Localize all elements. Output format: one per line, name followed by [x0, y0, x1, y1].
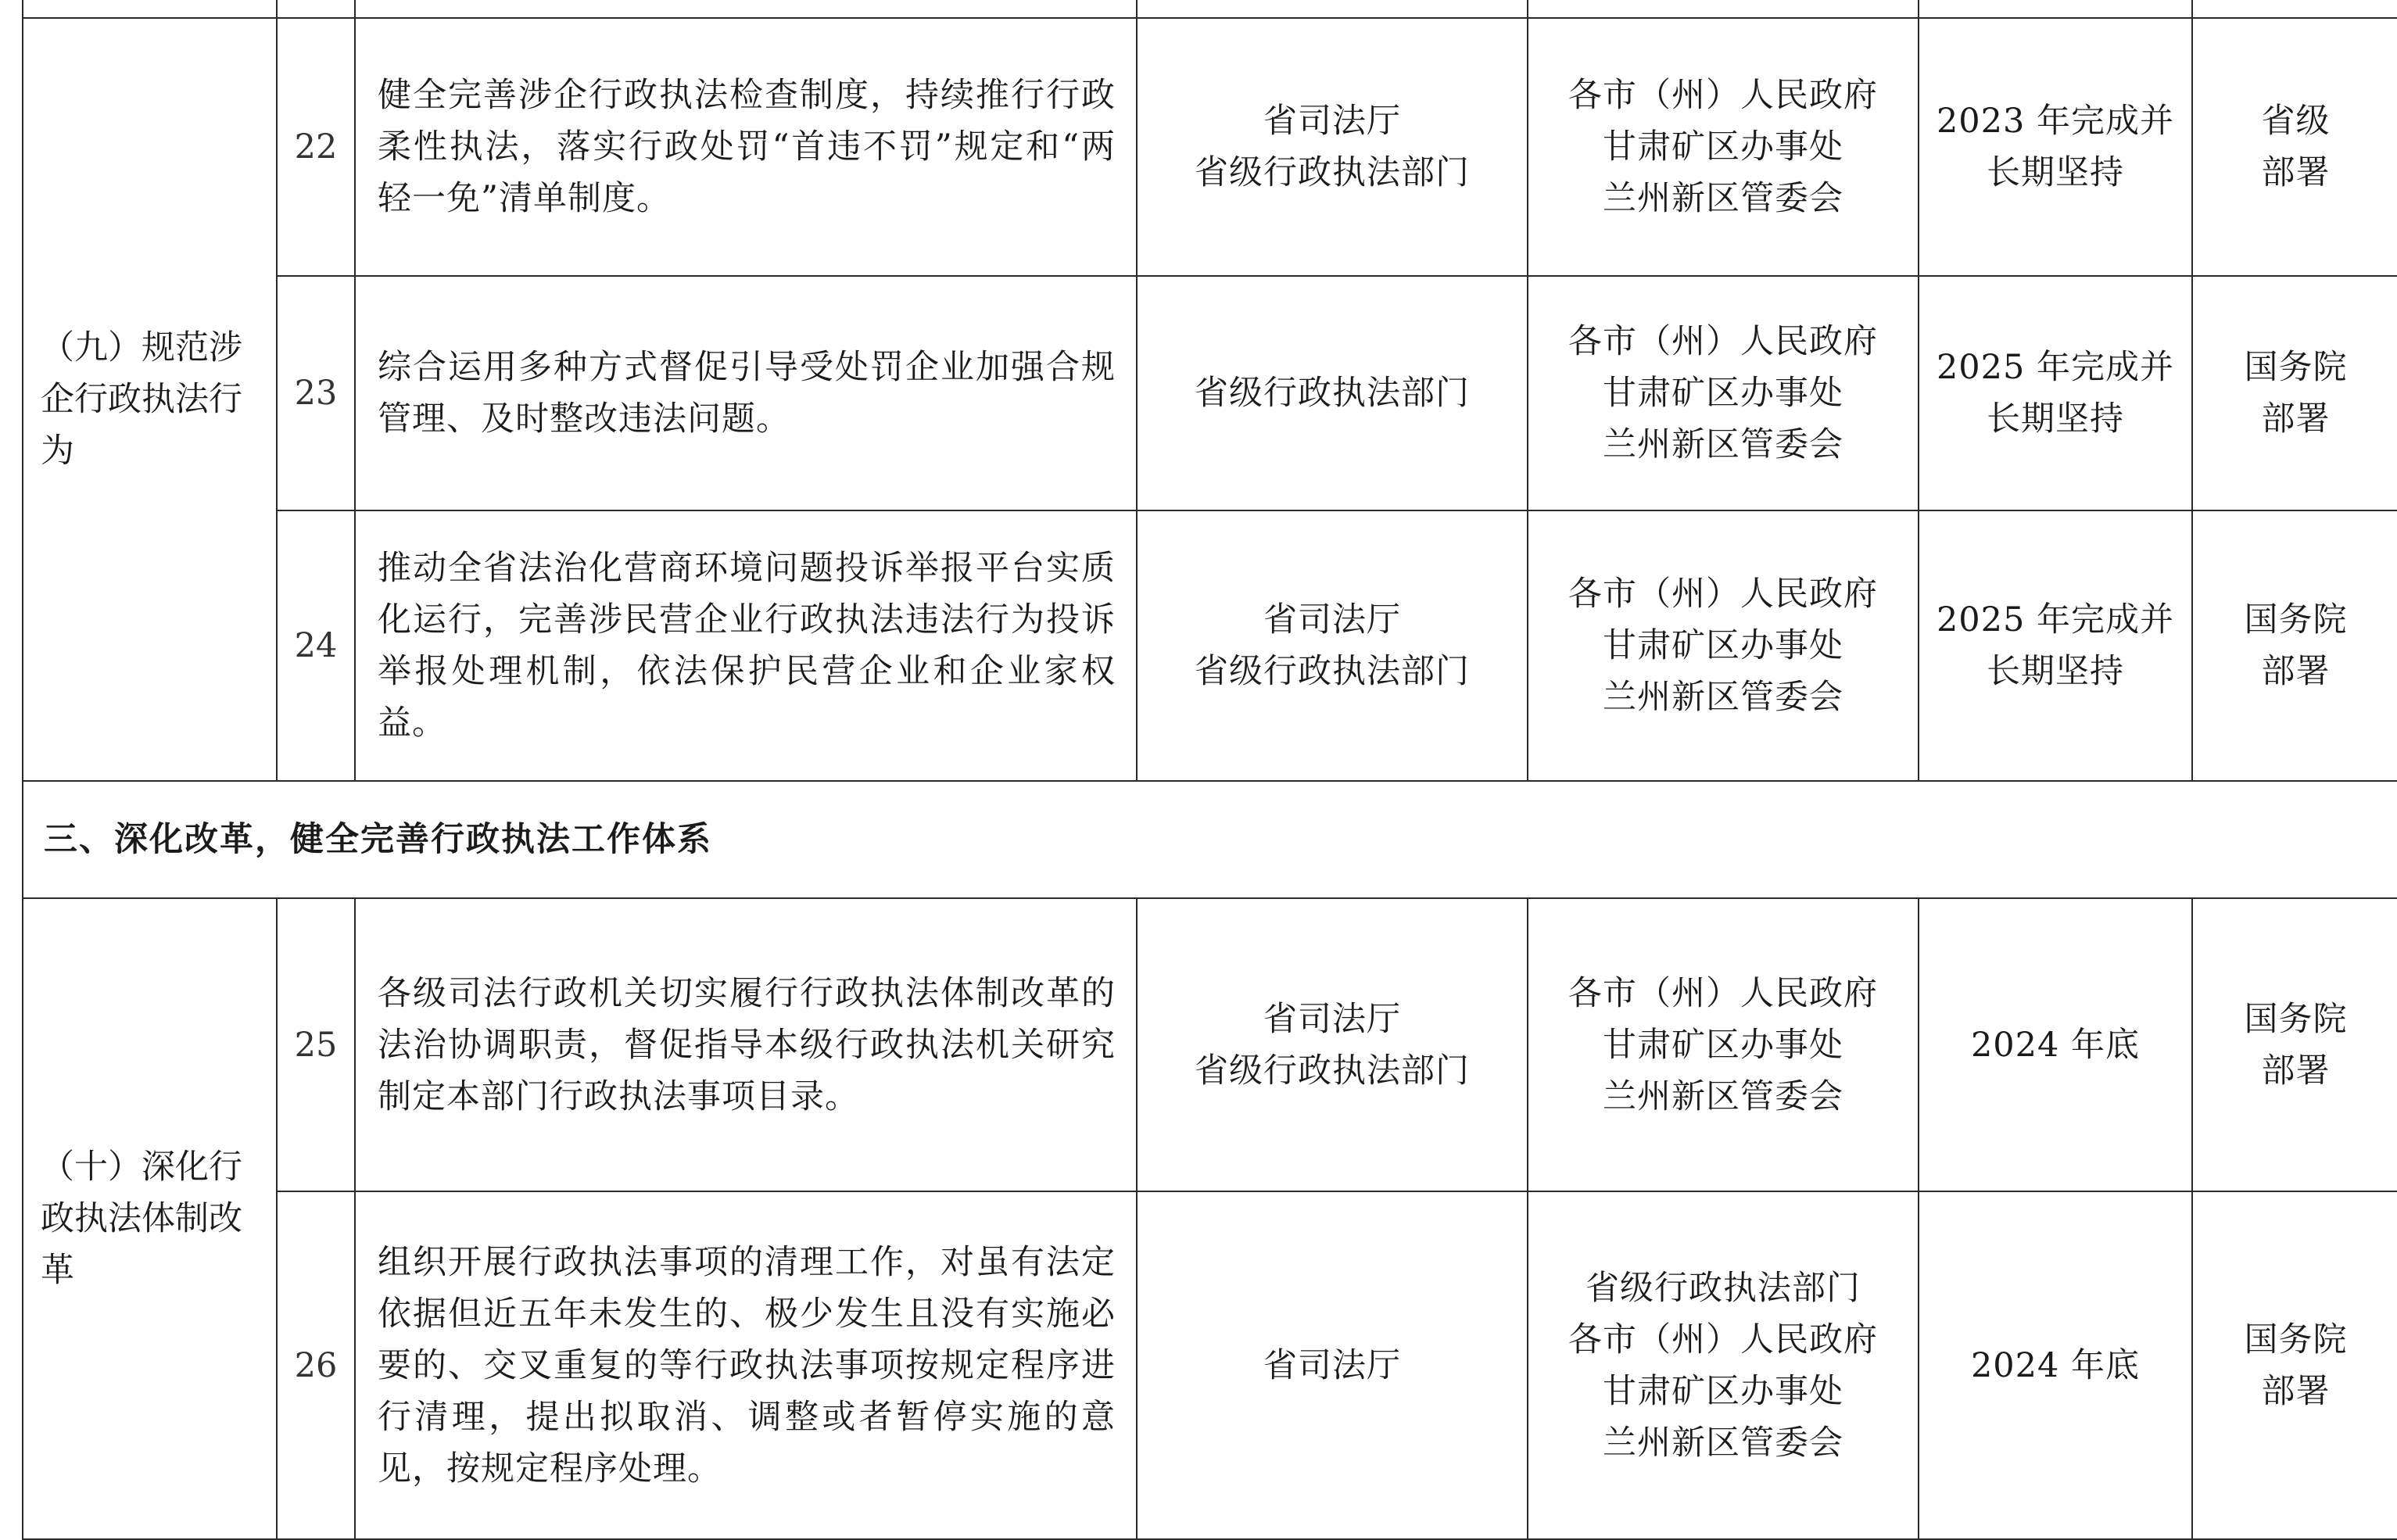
table-row	[23, 898, 2397, 1191]
deadline-cell	[1919, 18, 2192, 276]
lead-unit: 省级行政执法部门	[1195, 153, 1470, 192]
table-cell	[1528, 0, 1919, 18]
deadline-cell	[1919, 898, 2192, 1191]
table-cell	[1137, 0, 1528, 18]
table-row-top-partial	[23, 0, 2397, 18]
lead-unit: 省级行政执法部门	[1195, 652, 1470, 691]
basis: 省级	[2261, 102, 2331, 141]
cooperating-unit: 各市（州）人民政府	[1568, 575, 1878, 614]
lead-unit: 省司法厅	[1263, 1345, 1401, 1385]
deadline-cell	[1919, 510, 2192, 781]
table-row	[23, 1191, 2397, 1539]
deadline: 长期坚持	[1987, 399, 2124, 439]
cooperating-unit: 兰州新区管委会	[1603, 678, 1843, 717]
basis: 国务院	[2244, 600, 2348, 639]
basis: 部署	[2261, 652, 2331, 691]
cooperating-unit: 甘肃矿区办事处	[1603, 1025, 1843, 1065]
basis: 国务院	[2244, 348, 2348, 387]
cooperating-unit: 各市（州）人民政府	[1568, 76, 1878, 115]
deadline: 2025 年完成并	[1936, 348, 2175, 387]
table-row	[23, 18, 2397, 276]
cooperating-unit: 兰州新区管委会	[1603, 425, 1843, 464]
task-description: 综合运用多种方式督促引导受处罚企业加强合规管理、及时整改违法问题。	[355, 276, 1137, 510]
basis-cell	[2192, 276, 2397, 510]
cooperating-unit: 省级行政执法部门	[1585, 1268, 1861, 1308]
deadline: 长期坚持	[1987, 652, 2124, 691]
basis-cell	[2192, 510, 2397, 781]
basis-cell	[2192, 1191, 2397, 1539]
lead-unit-cell	[1137, 276, 1528, 510]
task-table	[22, 0, 2397, 1540]
basis: 部署	[2261, 399, 2331, 439]
lead-unit: 省司法厅	[1263, 999, 1401, 1039]
basis-cell	[2192, 898, 2397, 1191]
cooperating-unit: 兰州新区管委会	[1603, 179, 1843, 218]
category-label: （九）规范涉企行政执法行为	[41, 328, 242, 471]
lead-unit: 省司法厅	[1263, 600, 1401, 639]
deadline-cell	[1919, 1191, 2192, 1539]
section-row	[23, 781, 2397, 898]
basis: 部署	[2261, 1371, 2331, 1411]
lead-unit-cell	[1137, 18, 1528, 276]
deadline: 2024 年底	[1970, 1025, 2141, 1065]
table-row	[23, 510, 2397, 781]
task-description: 各级司法行政机关切实履行行政执法体制改革的法治协调职责，督促指导本级行政执法机关研究制定本部门行政执法事项目录。	[355, 898, 1137, 1191]
cooperating-unit: 各市（州）人民政府	[1568, 1320, 1878, 1359]
table-cell	[23, 0, 277, 18]
cooperating-unit-cell	[1528, 276, 1919, 510]
cooperating-unit-cell	[1528, 18, 1919, 276]
table-row	[23, 276, 2397, 510]
row-number: 25	[277, 898, 355, 1191]
deadline: 2025 年完成并	[1936, 600, 2175, 639]
row-number: 24	[277, 510, 355, 781]
table-cell	[2192, 0, 2397, 18]
row-number: 26	[277, 1191, 355, 1539]
cooperating-unit-cell	[1528, 898, 1919, 1191]
cooperating-unit-cell	[1528, 1191, 1919, 1539]
deadline: 2023 年完成并	[1936, 102, 2175, 141]
cooperating-unit: 甘肃矿区办事处	[1603, 626, 1843, 665]
cooperating-unit: 兰州新区管委会	[1603, 1423, 1843, 1463]
table-cell	[1919, 0, 2192, 18]
cooperating-unit: 甘肃矿区办事处	[1603, 374, 1843, 413]
deadline: 长期坚持	[1987, 153, 2124, 192]
deadline-cell	[1919, 276, 2192, 510]
lead-unit: 省级行政执法部门	[1195, 1051, 1470, 1091]
table-cell	[355, 0, 1137, 18]
lead-unit: 省级行政执法部门	[1195, 374, 1470, 413]
category-cell	[23, 898, 277, 1539]
task-description: 推动全省法治化营商环境问题投诉举报平台实质化运行，完善涉民营企业行政执法违法行为投诉举报处理机制，依法保护民营企业和企业家权益。	[355, 510, 1137, 781]
cooperating-unit: 甘肃矿区办事处	[1603, 1371, 1843, 1411]
cooperating-unit-cell	[1528, 510, 1919, 781]
lead-unit: 省司法厅	[1263, 102, 1401, 141]
basis-cell	[2192, 18, 2397, 276]
lead-unit-cell	[1137, 510, 1528, 781]
basis: 部署	[2261, 153, 2331, 192]
cooperating-unit: 兰州新区管委会	[1603, 1076, 1843, 1116]
lead-unit-cell	[1137, 898, 1528, 1191]
cooperating-unit: 各市（州）人民政府	[1568, 973, 1878, 1013]
category-cell	[23, 18, 277, 781]
task-description: 组织开展行政执法事项的清理工作，对虽有法定依据但近五年未发生的、极少发生且没有实施必要的、交叉重复的等行政执法事项按规定程序进行清理，提出拟取消、调整或者暂停实施的意见，按规定程序处理。	[355, 1191, 1137, 1539]
lead-unit-cell	[1137, 1191, 1528, 1539]
cooperating-unit: 各市（州）人民政府	[1568, 322, 1878, 361]
task-description: 健全完善涉企行政执法检查制度，持续推行行政柔性执法，落实行政处罚“首违不罚”规定和“两轻一免”清单制度。	[355, 18, 1137, 276]
deadline: 2024 年底	[1970, 1345, 2141, 1385]
section-title: 三、深化改革，健全完善行政执法工作体系	[23, 781, 2397, 898]
row-number: 23	[277, 276, 355, 510]
table-cell	[277, 0, 355, 18]
basis: 国务院	[2244, 999, 2348, 1039]
row-number: 22	[277, 18, 355, 276]
basis: 部署	[2261, 1051, 2331, 1091]
basis: 国务院	[2244, 1320, 2348, 1359]
category-label: （十）深化行政执法体制改革	[41, 1148, 242, 1290]
cooperating-unit: 甘肃矿区办事处	[1603, 127, 1843, 167]
